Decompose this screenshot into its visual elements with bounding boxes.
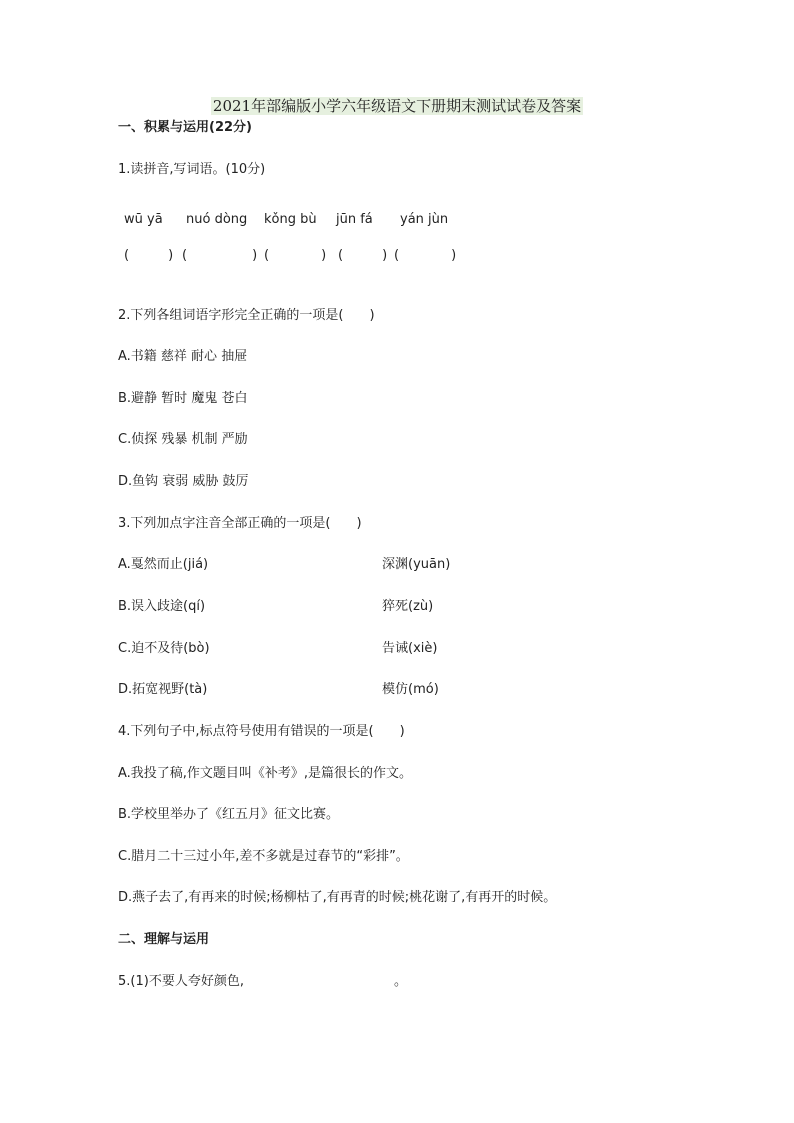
pinyin-2: nuó dòng	[186, 212, 248, 227]
question-1: 1.读拼音,写词语。(10分)	[118, 162, 266, 177]
q3-option-a	[118, 557, 451, 573]
q4-option-c: C.腊月二十三过小年,差不多就是过春节的“彩排”。	[118, 849, 409, 864]
section-heading-2: 二、理解与运用	[118, 932, 210, 947]
pinyin-5: yán jùn	[400, 212, 449, 227]
q5-text: 5.(1)不要人夸好颜色,	[118, 974, 244, 989]
q3-option-d-word2: 模仿(mó)	[382, 682, 439, 697]
answer-blank-5[interactable]: ( )	[394, 248, 457, 263]
q3-option-b-word2: 猝死(zù)	[382, 599, 434, 614]
pinyin-1: wū yā	[124, 212, 163, 227]
q3-option-a-word1: A.戛然而止(jiá)	[118, 557, 209, 572]
q4-option-a: A.我投了稿,作文题目叫《补考》,是篇很长的作文。	[118, 766, 413, 781]
title-text: 2021年部编版小学六年级语文下册期末测试试卷及答案	[212, 97, 582, 115]
answer-blank-1[interactable]: ( )	[124, 248, 174, 263]
page-title	[0, 96, 794, 116]
q3-option-b-word1: B.误入歧途(qí)	[118, 599, 206, 614]
question-2: 2.下列各组词语字形完全正确的一项是( )	[118, 308, 375, 323]
answer-blank-2[interactable]: ( )	[182, 248, 258, 263]
q3-option-a-word2: 深渊(yuān)	[382, 557, 451, 572]
answer-blank-4[interactable]: ( )	[338, 248, 388, 263]
q3-option-c-word2: 告诫(xiè)	[382, 641, 438, 656]
q2-option-b: B.避静 暂时 魔鬼 苍白	[118, 391, 248, 406]
pinyin-3: kǒng bù	[264, 212, 317, 227]
q3-option-c-word1: C.迫不及待(bò)	[118, 641, 210, 656]
q3-option-d-word1: D.拓宽视野(tà)	[118, 682, 208, 697]
q3-option-d	[118, 682, 439, 698]
question-3: 3.下列加点字注音全部正确的一项是( )	[118, 516, 362, 531]
q5-end: 。	[393, 974, 407, 989]
q2-option-d: D.鱼钩 衰弱 威胁 鼓厉	[118, 474, 249, 489]
question-5	[118, 974, 407, 990]
q2-option-c: C.侦探 残暴 机制 严励	[118, 432, 248, 447]
q4-option-d: D.燕子去了,有再来的时候;杨柳枯了,有再青的时候;桃花谢了,有再开的时候。	[118, 890, 557, 905]
section-heading-1: 一、积累与运用(22分)	[118, 120, 252, 135]
question-4: 4.下列句子中,标点符号使用有错误的一项是( )	[118, 724, 405, 739]
q4-option-b: B.学校里举办了《红五月》征文比赛。	[118, 807, 340, 822]
q2-option-a: A.书籍 慈祥 耐心 抽屉	[118, 349, 248, 364]
q3-option-b	[118, 599, 434, 615]
answer-blank-3[interactable]: ( )	[264, 248, 327, 263]
q3-option-c	[118, 641, 438, 657]
pinyin-4: jūn fá	[336, 212, 373, 227]
